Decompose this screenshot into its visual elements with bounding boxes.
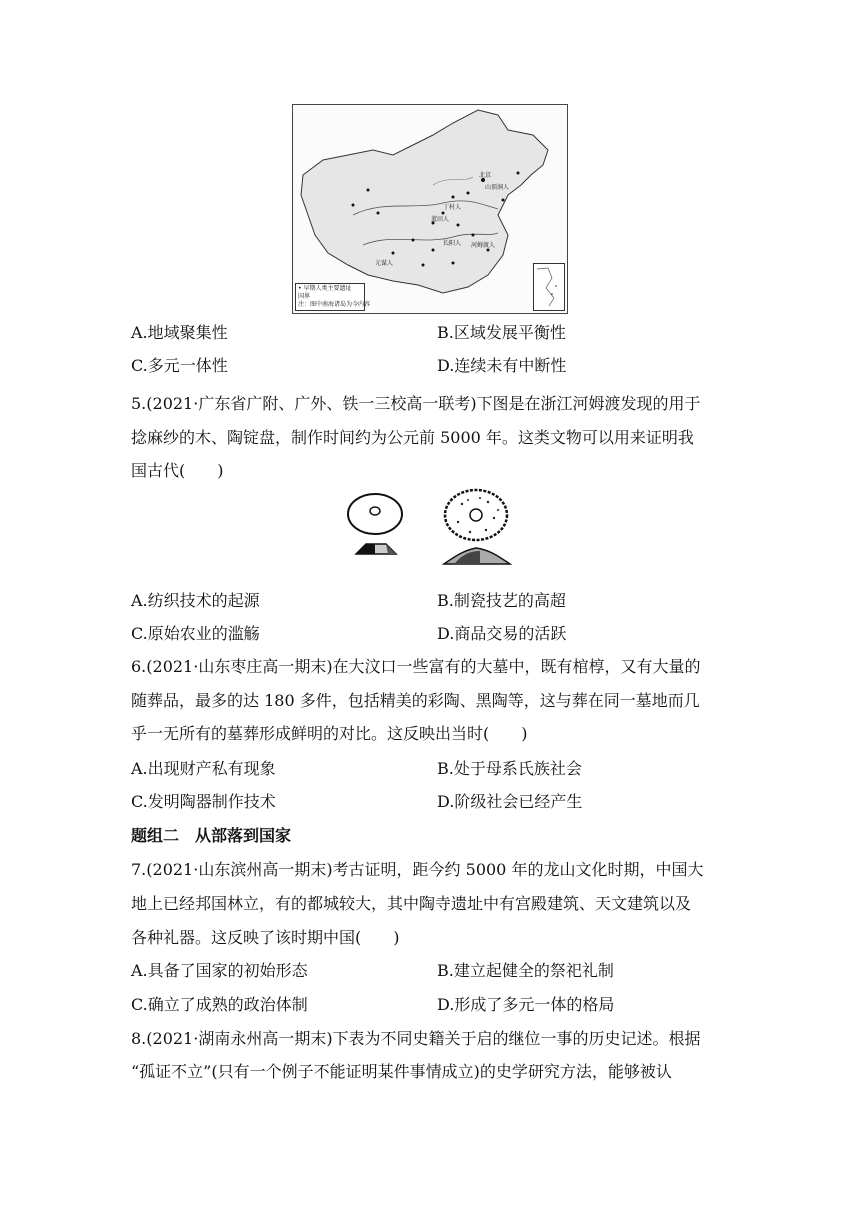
q6-stem-line2: 随葬品，最多的达 180 多件，包括精美的彩陶、黑陶等，这与葬在同一墓地而几 [131,691,700,710]
q4-option-b[interactable]: B.区域发展平衡性 [437,323,566,342]
map-label-hemudu: 河姆渡人 [471,242,496,249]
q8-stem-line1: 8.(2021·湖南永州高一期末)下表为不同史籍关于启的继位一事的历史记述。根据 [131,1029,701,1048]
q5-option-d[interactable]: D.商品交易的活跃 [437,624,567,643]
q7-option-a[interactable]: A.具备了国家的初始形态 [131,961,308,980]
map-label-yuanmou: 元谋人 [375,260,394,267]
q4-option-d[interactable]: D.连续未有中断性 [437,356,567,375]
q8-stem-line2: “孤证不立”(只有一个例子不能证明某件事情成立)的史学研究方法，能够被认 [131,1062,672,1081]
q4-option-c[interactable]: C.多元一体性 [131,356,228,375]
legend-site: • 早期人类主要遗址 [298,285,352,292]
legend-note: 注：图中南海诸岛为今内容 [298,301,371,308]
q4-option-a[interactable]: A.地域聚集性 [131,323,228,342]
map-label-lantian: 蓝田人 [431,216,450,223]
q5-option-b[interactable]: B.制瓷技艺的高超 [437,591,566,610]
q7-option-d[interactable]: D.形成了多元一体的格局 [437,995,615,1014]
legend-border: 国界 [298,293,311,300]
q6-stem-line1: 6.(2021·山东枣庄高一期末)在大汶口一些富有的大墓中，既有棺椁，又有大量的 [131,657,701,676]
q6-option-c[interactable]: C.发明陶器制作技术 [131,792,276,811]
early-human-sites-map [292,104,568,314]
q5-option-a[interactable]: A.纺织技术的起源 [131,591,260,610]
q7-option-c[interactable]: C.确立了成熟的政治体制 [131,995,308,1014]
q5-stem-line1: 5.(2021·广东省广附、广外、铁一三校高一联考)下图是在浙江河姆渡发现的用于 [131,394,701,413]
section-heading: 题组二 从部落到国家 [131,826,292,845]
map-label-dingcun: 丁村人 [443,204,462,211]
inset-map-icon [534,264,564,310]
q6-stem-line3: 乎一无所有的墓葬形成鲜明的对比。这反映出当时( ) [131,724,528,743]
map-legend [295,283,371,311]
q7-option-b[interactable]: B.建立起健全的祭祀礼制 [437,961,614,980]
map-label-changyang: 长阳人 [443,240,462,247]
q7-stem-line2: 地上已经邦国林立，有的都城较大，其中陶寺遗址中有宫殿建筑、天文建筑以及 [131,894,692,913]
wooden-spindle-whorl-icon [344,492,410,572]
q5-stem-line2: 捻麻纱的木、陶锭盘，制作时间约为公元前 5000 年。这类文物可以用来证明我 [131,428,694,447]
q6-option-a[interactable]: A.出现财产私有现象 [131,759,276,778]
pottery-spindle-whorl-icon [440,488,516,572]
q7-stem-line1: 7.(2021·山东滨州高一期末)考古证明，距今约 5000 年的龙山文化时期，中国大 [131,860,704,879]
q7-stem-line3: 各种礼器。这反映了该时期中国( ) [131,928,400,947]
q5-option-c[interactable]: C.原始农业的滥觞 [131,624,260,643]
q6-option-d[interactable]: D.阶级社会已经产生 [437,792,583,811]
map-label-shandingdong: 山顶洞人 [485,184,510,191]
q6-option-b[interactable]: B.处于母系氏族社会 [437,759,582,778]
map-label-beijing: 北京 [479,172,492,179]
q5-stem-line3: 国古代( ) [131,461,224,480]
south-china-sea-inset [533,263,565,311]
